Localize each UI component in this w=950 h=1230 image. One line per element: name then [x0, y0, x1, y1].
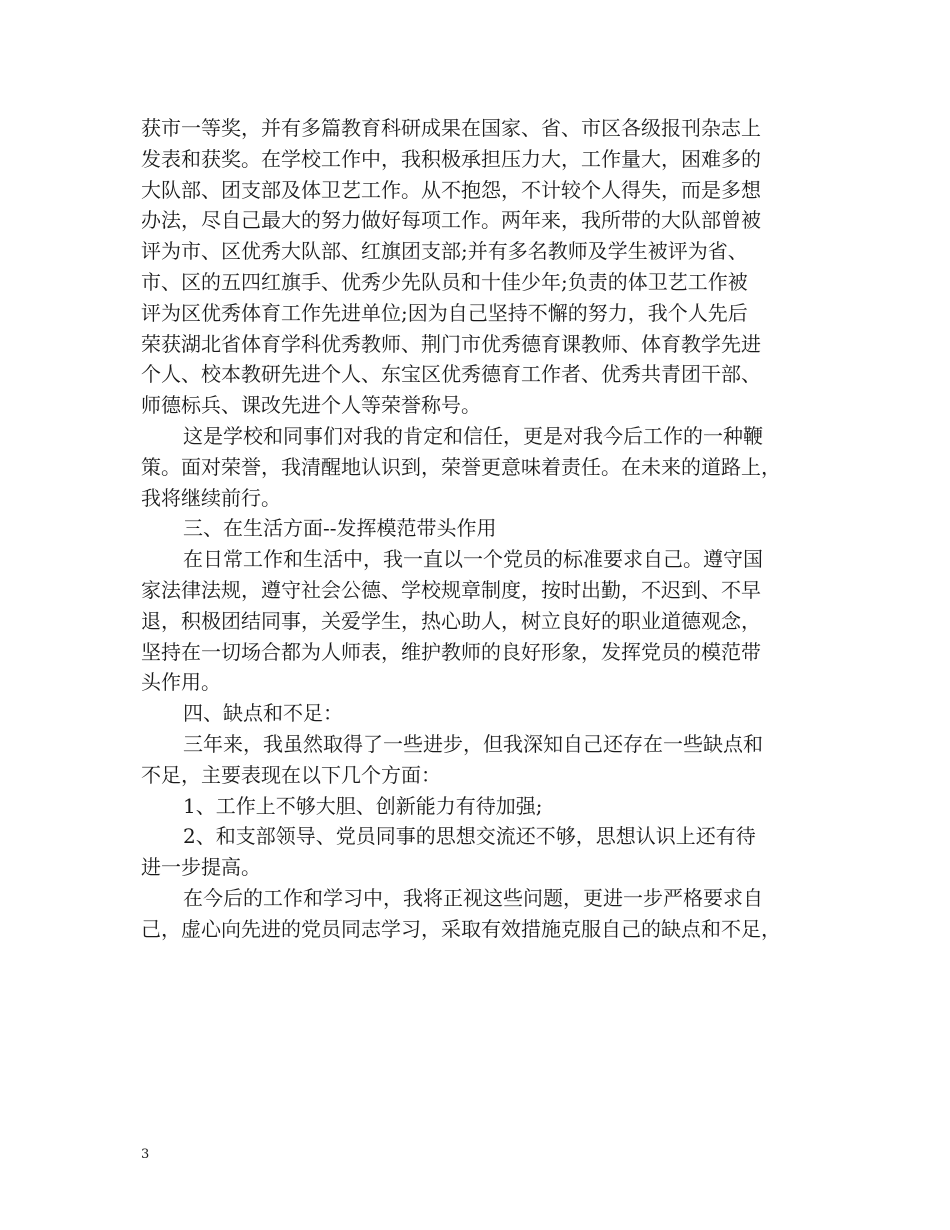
- text-line: 办法，尽自己最大的努力做好每项工作。两年来，我所带的大队部曾被: [141, 208, 761, 233]
- text-line: 三年来，我虽然取得了一些进步，但我深知自己还存在一些缺点和: [183, 731, 763, 756]
- text-line: 不足，主要表现在以下几个方面：: [141, 762, 441, 787]
- text-line: 己，虚心向先进的党员同志学习，采取有效措施克服自己的缺点和不足，: [141, 916, 781, 941]
- text-line: 退，积极团结同事，关爱学生，热心助人，树立良好的职业道德观念，: [141, 608, 761, 633]
- text-line: 获市一等奖，并有多篇教育科研成果在国家、省、市区各级报刊杂志上: [141, 116, 761, 140]
- text-line: 发表和获奖。在学校工作中，我积极承担压力大，工作量大，困难多的: [141, 146, 761, 171]
- body-text: [141, 113, 831, 945]
- text-line: 策。面对荣誉，我清醒地认识到，荣誉更意味着责任。在未来的道路上，: [141, 454, 781, 479]
- text-line: 我将继续前行。: [141, 485, 281, 510]
- text-line: 四、缺点和不足：: [183, 701, 343, 726]
- text-line: 坚持在一切场合都为人师表，维护教师的良好形象，发挥党员的模范带: [141, 639, 761, 664]
- text-line: 在今后的工作和学习中，我将正视这些问题，更进一步严格要求自: [183, 885, 763, 910]
- text-line: 评为市、区优秀大队部、红旗团支部;并有多名教师及学生被评为省、: [141, 239, 748, 264]
- text-line: 进一步提高。: [141, 855, 261, 880]
- text-line: 市、区的五四红旗手、优秀少先队员和十佳少年;负责的体卫艺工作被: [141, 269, 748, 294]
- text-line: 个人、校本教研先进个人、东宝区优秀德育工作者、优秀共青团干部、: [141, 362, 761, 387]
- text-line: 三、在生活方面--发挥模范带头作用: [183, 516, 497, 541]
- text-line: 师德标兵、课改先进个人等荣誉称号。: [141, 393, 481, 418]
- text-line: 2、和支部领导、党员同事的思想交流还不够，思想认识上还有待: [183, 824, 756, 849]
- page-number: 3: [141, 1147, 150, 1162]
- text-line: 头作用。: [141, 670, 221, 695]
- text-line: 评为区优秀体育工作先进单位;因为自己坚持不懈的努力，我个人先后: [141, 300, 748, 325]
- text-line: 大队部、团支部及体卫艺工作。从不抱怨，不计较个人得失，而是多想: [141, 177, 761, 202]
- text-line: 荣获湖北省体育学科优秀教师、荆门市优秀德育课教师、体育教学先进: [141, 331, 761, 356]
- text-line: 1、工作上不够大胆、创新能力有待加强;: [183, 793, 543, 818]
- text-line: 家法律法规，遵守社会公德、学校规章制度，按时出勤，不迟到、不早: [141, 577, 761, 602]
- text-line: 在日常工作和生活中，我一直以一个党员的标准要求自己。遵守国: [183, 547, 763, 572]
- text-line: 这是学校和同事们对我的肯定和信任，更是对我今后工作的一种鞭: [183, 423, 763, 448]
